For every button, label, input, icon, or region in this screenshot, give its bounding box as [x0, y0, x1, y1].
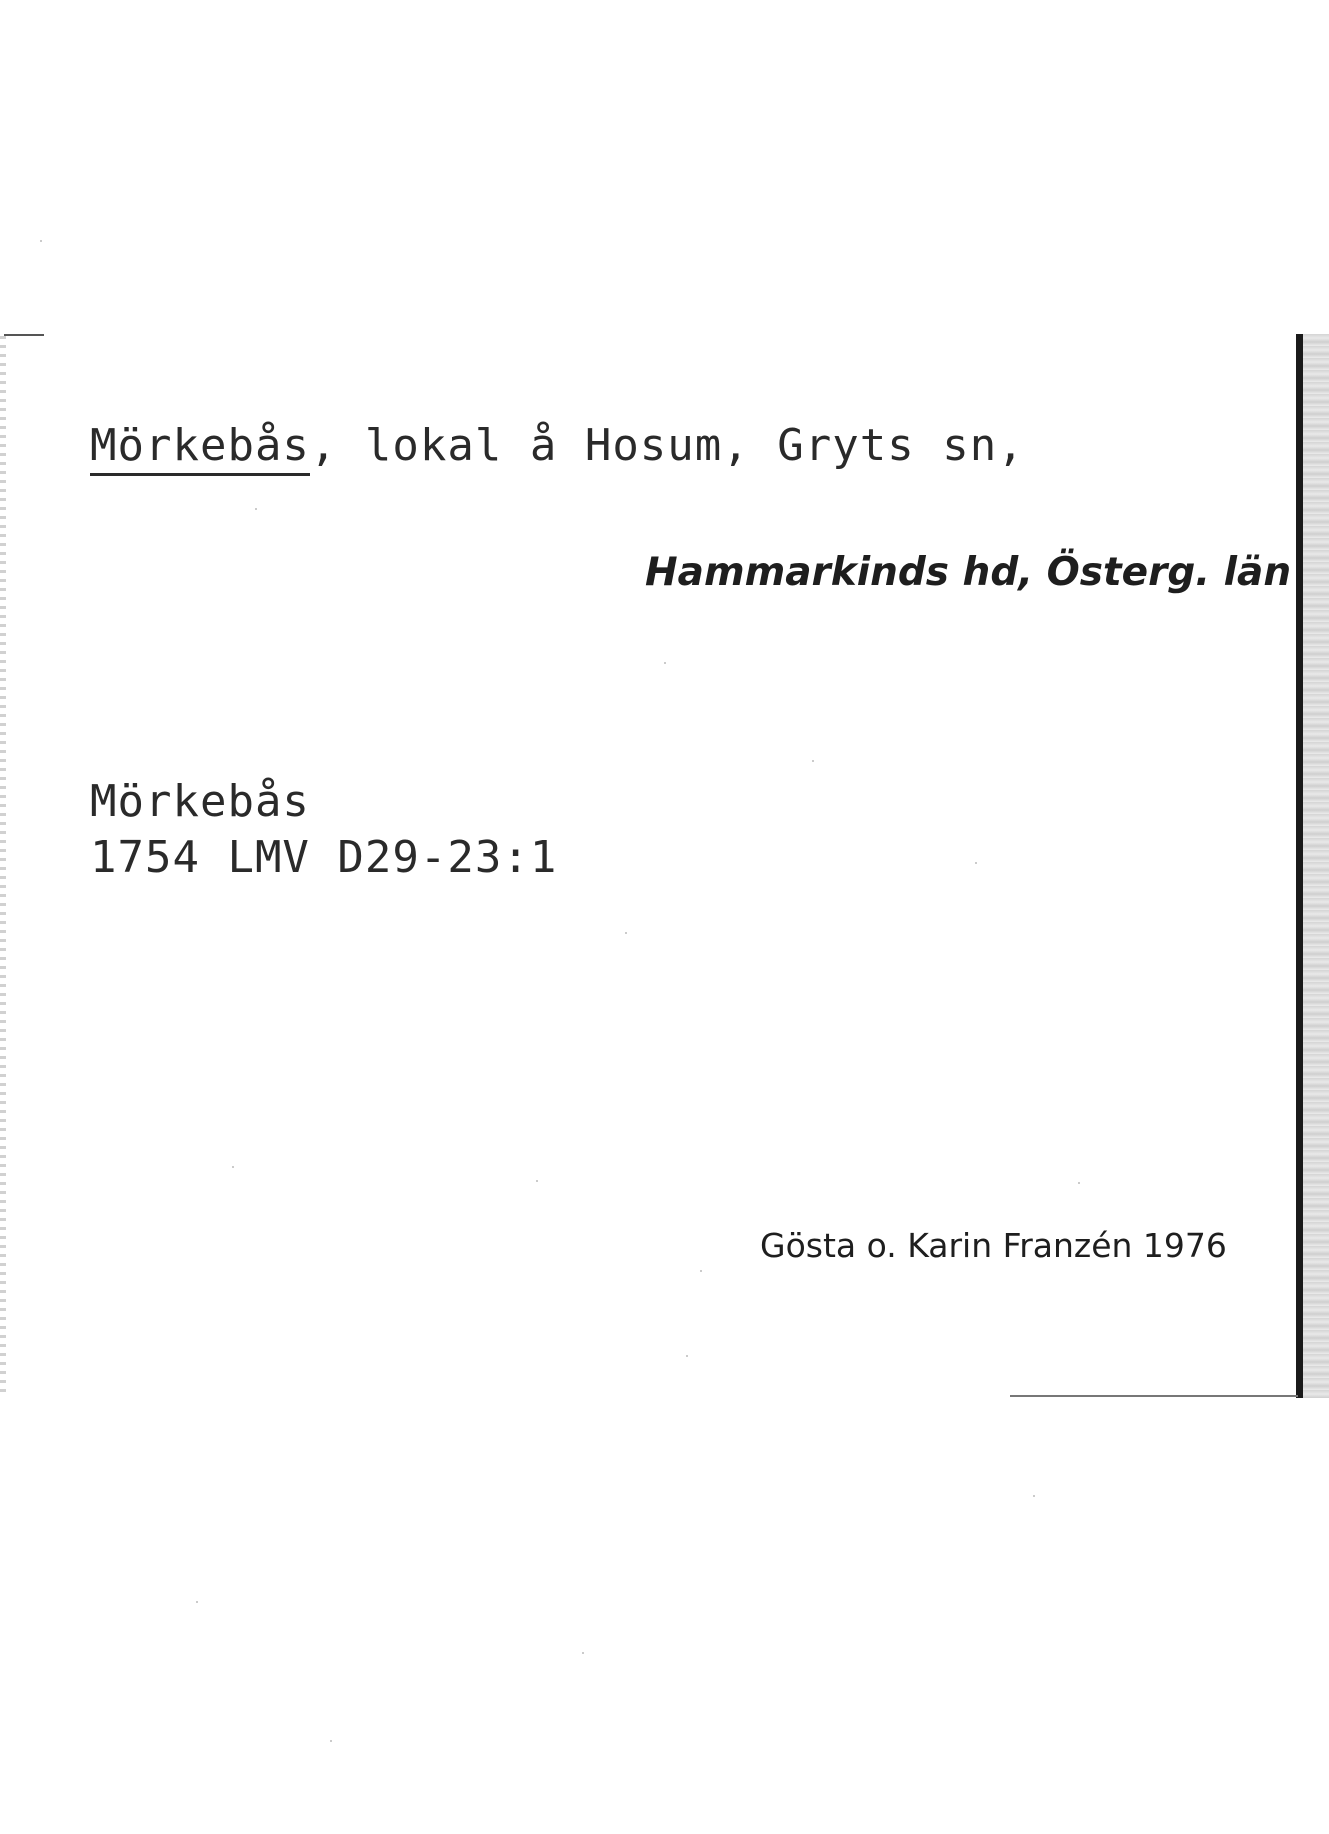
scan-speck — [255, 508, 257, 510]
scan-speck — [582, 1652, 584, 1654]
scan-speck — [975, 862, 977, 864]
headword: Mörkebås — [90, 420, 310, 476]
scan-speck — [196, 1601, 198, 1603]
scan-speck — [812, 760, 814, 762]
scan-speck — [1033, 1495, 1035, 1497]
recorded-form: Mörkebås — [90, 776, 310, 827]
scan-speck — [686, 1355, 688, 1357]
source-reference: 1754 LMV D29-23:1 — [90, 832, 558, 883]
card-top-edge — [4, 334, 44, 336]
card-right-edge — [1296, 334, 1303, 1398]
scan-speck — [536, 1180, 538, 1182]
scan-speck — [1078, 1182, 1080, 1184]
scan-speck — [664, 662, 666, 664]
headword-line — [90, 420, 1025, 471]
scan-speck — [40, 240, 42, 242]
card-right-shadow — [1303, 334, 1329, 1398]
card-left-edge — [0, 336, 6, 1396]
scan-speck — [232, 1166, 234, 1168]
headword-description: , lokal å Hosum, Gryts sn, — [309, 420, 1025, 471]
card-bottom-edge — [1010, 1395, 1298, 1397]
scan-speck — [330, 1740, 332, 1742]
region-label: Hammarkinds hd, Österg. län — [645, 550, 1292, 595]
collector-credit: Gösta o. Karin Franzén 1976 — [760, 1226, 1227, 1265]
scan-speck — [625, 932, 627, 934]
scan-speck — [700, 1270, 702, 1272]
